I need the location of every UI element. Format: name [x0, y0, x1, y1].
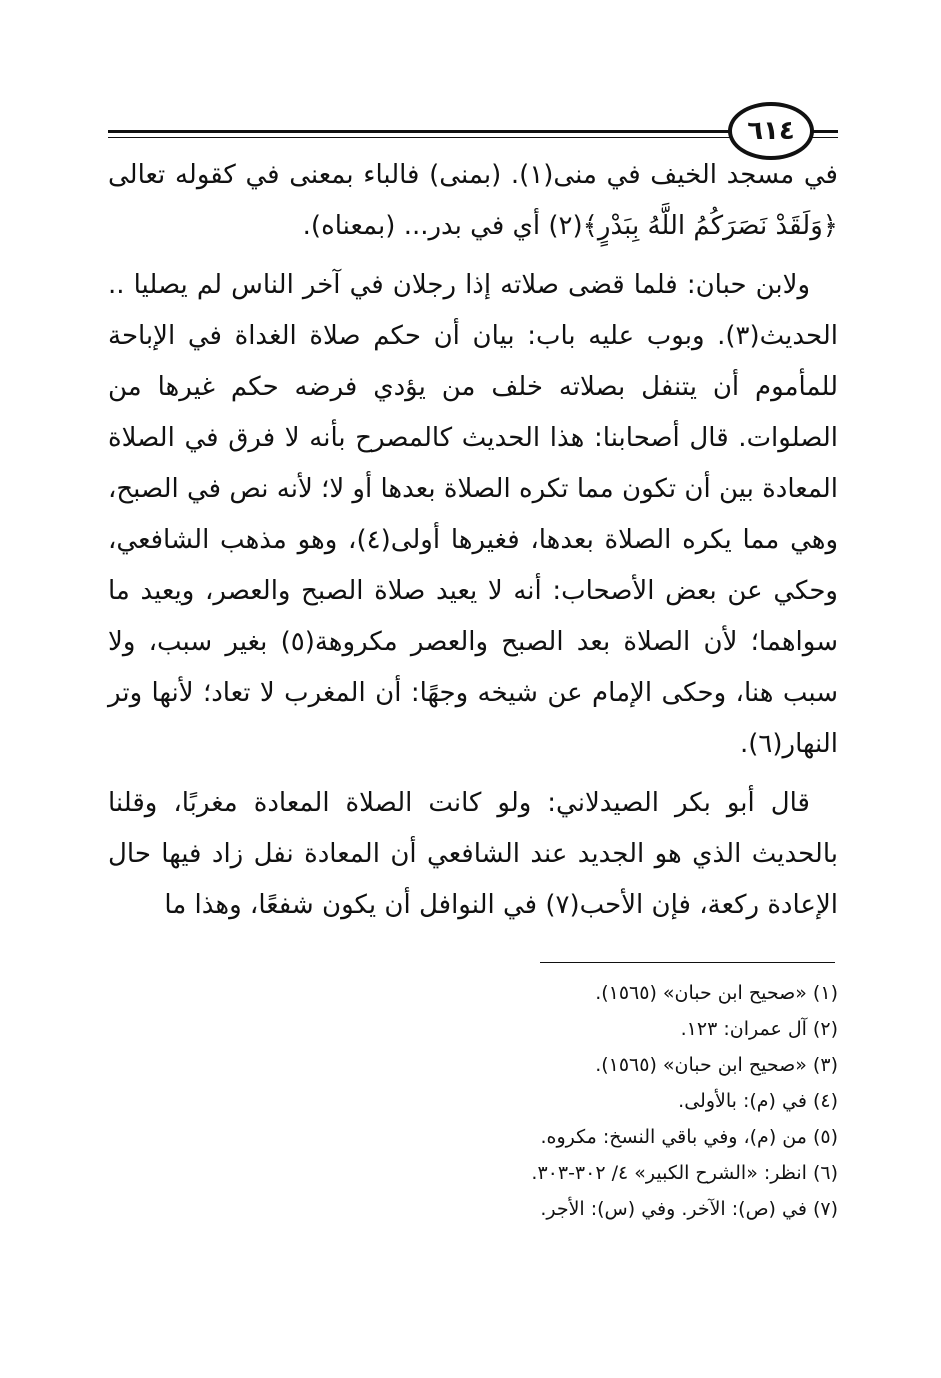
footnote-2: (٢) آل عمران: ١٢٣.: [680, 1018, 838, 1040]
footnote-separator: [540, 962, 835, 963]
paragraph-2: ولابن حبان: فلما قضى صلاته إذا رجلان في آخر الناس لم يصليا .. الحديث(٣). وبوب عليه باب: بيان أن حكم صلاة الغداة في الإباحة للمأموم أن يتنفل بصلاته خلف من يؤدي فرضه حكم غيرها من الصلوات. قال أصحابنا: هذا الحديث كالمصرح بأنه لا فرق في الصلاة المعادة بين أن تكون مما تكره الصلاة بعدها أو لا؛ لأنه نص في الصبح، وهي مما يكره الصلاة بعدها، فغيرها أولى(٤)، وهو مذهب الشافعي، وحكي عن بعض الأصحاب: أنه لا يعيد صلاة الصبح والعصر، ويعيد ما سواهما؛ لأن الصلاة بعد الصبح والعصر مكروهة(٥) بغير سبب، ولا سبب هنا، وحكى الإمام عن شيخه وجهًا: أن المغرب لا تعاد؛ لأنها وتر النهار(٦).: [108, 270, 839, 759]
main-text: [108, 150, 838, 931]
footnote-1: (١) «صحيح ابن حبان» (١٥٦٥).: [595, 982, 838, 1004]
paragraph-3: قال أبو بكر الصيدلاني: ولو كانت الصلاة المعادة مغربًا، وقلنا بالحديث الذي هو الجديد عند الشافعي أن المعادة نفل زاد فيها حال الإعادة ركعة، فإن الأحب(٧) في النوافل أن يكون شفعًا، وهذا ما: [108, 788, 838, 920]
paragraph-1: في مسجد الخيف في منى(١). (بمنى) فالباء بمعنى في كقوله تعالى ﴿وَلَقَدْ نَصَرَكُمُ اللَّهُ بِبَدْرٍ﴾(٢) أي في بدر... (بمعناه).: [108, 160, 838, 241]
footnote-6: (٦) انظر: «الشرح الكبير» ٤/ ٣٠٢-٣٠٣.: [531, 1162, 838, 1184]
footnote-5: (٥) من (م)، وفي باقي النسخ: مكروه.: [540, 1126, 838, 1148]
page-number: ٦١٤: [747, 116, 795, 146]
footnote-7: (٧) في (ص): الآخر. وفي (س): الأجر.: [540, 1198, 838, 1220]
footnotes: [300, 975, 838, 1227]
footnote-4: (٤) في (م): بالأولى.: [678, 1090, 838, 1112]
footnote-3: (٣) «صحيح ابن حبان» (١٥٦٥).: [595, 1054, 838, 1076]
